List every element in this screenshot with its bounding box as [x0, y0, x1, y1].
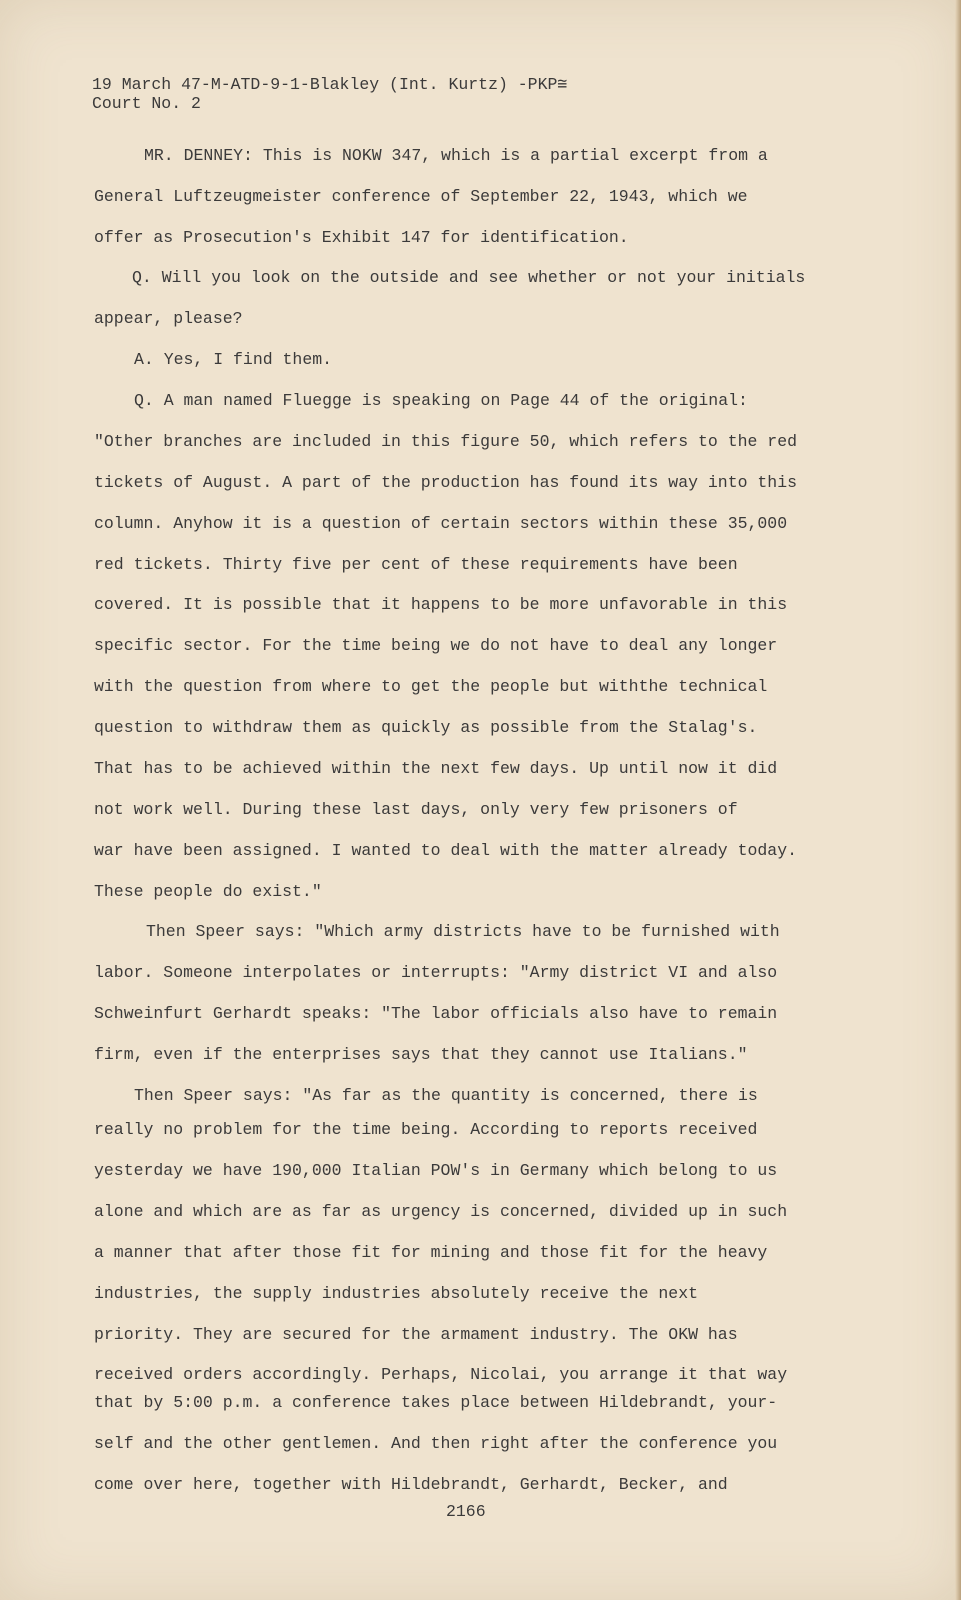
text-line: covered. It is possible that it happens to be more unfavorable in this — [94, 595, 788, 614]
text-line: offer as Prosecution's Exhibit 147 for identification. — [94, 228, 629, 247]
text-line: industries, the supply industries absolutely receive the next — [94, 1284, 698, 1303]
text-line: "Other branches are included in this figure 50, which refers to the red — [94, 432, 798, 451]
text-line: labor. Someone interpolates or interrupts: "Army district VI and also — [94, 963, 778, 982]
text-line: really no problem for the time being. According to reports received — [94, 1120, 758, 1139]
text-line: war have been assigned. I wanted to deal with the matter already today. — [94, 841, 798, 860]
text-line: come over here, together with Hildebrandt, Gerhardt, Becker, and — [94, 1475, 728, 1494]
text-line: MR. DENNEY: This is NOKW 347, which is a partial excerpt from a — [144, 146, 768, 165]
text-line: Q. Will you look on the outside and see whether or not your initials — [132, 268, 806, 287]
text-line: That has to be achieved within the next few days. Up until now it did — [94, 759, 778, 778]
page-edge — [955, 0, 961, 1600]
text-line: priority. They are secured for the armament industry. The OKW has — [94, 1325, 738, 1344]
text-line: red tickets. Thirty five per cent of these requirements have been — [94, 555, 738, 574]
text-line: specific sector. For the time being we do not have to deal any longer — [94, 636, 778, 655]
text-line: firm, even if the enterprises says that they cannot use Italians." — [94, 1045, 748, 1064]
text-line: These people do exist." — [94, 882, 322, 901]
text-line: alone and which are as far as urgency is concerned, divided up in such — [94, 1202, 788, 1221]
text-line: A. Yes, I find them. — [134, 350, 333, 369]
text-line: appear, please? — [94, 309, 243, 328]
text-line: self and the other gentlemen. And then right after the conference you — [94, 1434, 778, 1453]
page-number: 2166 — [446, 1502, 486, 1521]
text-line: General Luftzeugmeister conference of September 22, 1943, which we — [94, 187, 748, 206]
text-line: with the question from where to get the people but withthe technical — [94, 677, 768, 696]
text-line: Then Speer says: "Which army districts have to be furnished with — [146, 922, 780, 941]
text-line: yesterday we have 190,000 Italian POW's in Germany which belong to us — [94, 1161, 778, 1180]
text-line: column. Anyhow it is a question of certain sectors within these 35,000 — [94, 514, 788, 533]
text-line: question to withdraw them as quickly as possible from the Stalag's. — [94, 718, 758, 737]
text-line: Schweinfurt Gerhardt speaks: "The labor officials also have to remain — [94, 1004, 778, 1023]
text-line: tickets of August. A part of the production has found its way into this — [94, 473, 798, 492]
text-line: received orders accordingly. Perhaps, Nicolai, you arrange it that way — [94, 1365, 788, 1384]
text-line: Q. A man named Fluegge is speaking on Page 44 of the original: — [134, 391, 748, 410]
text-line: Then Speer says: "As far as the quantity is concerned, there is — [134, 1086, 758, 1105]
header-transcript-id: 19 March 47-M-ATD-9-1-Blakley (Int. Kurtz) -PKP≅ — [92, 75, 568, 94]
text-line: not work well. During these last days, only very few prisoners of — [94, 800, 738, 819]
header-court: Court No. 2 — [92, 94, 201, 113]
text-line: that by 5:00 p.m. a conference takes place between Hildebrandt, your- — [94, 1393, 778, 1412]
text-line: a manner that after those fit for mining and those fit for the heavy — [94, 1243, 768, 1262]
